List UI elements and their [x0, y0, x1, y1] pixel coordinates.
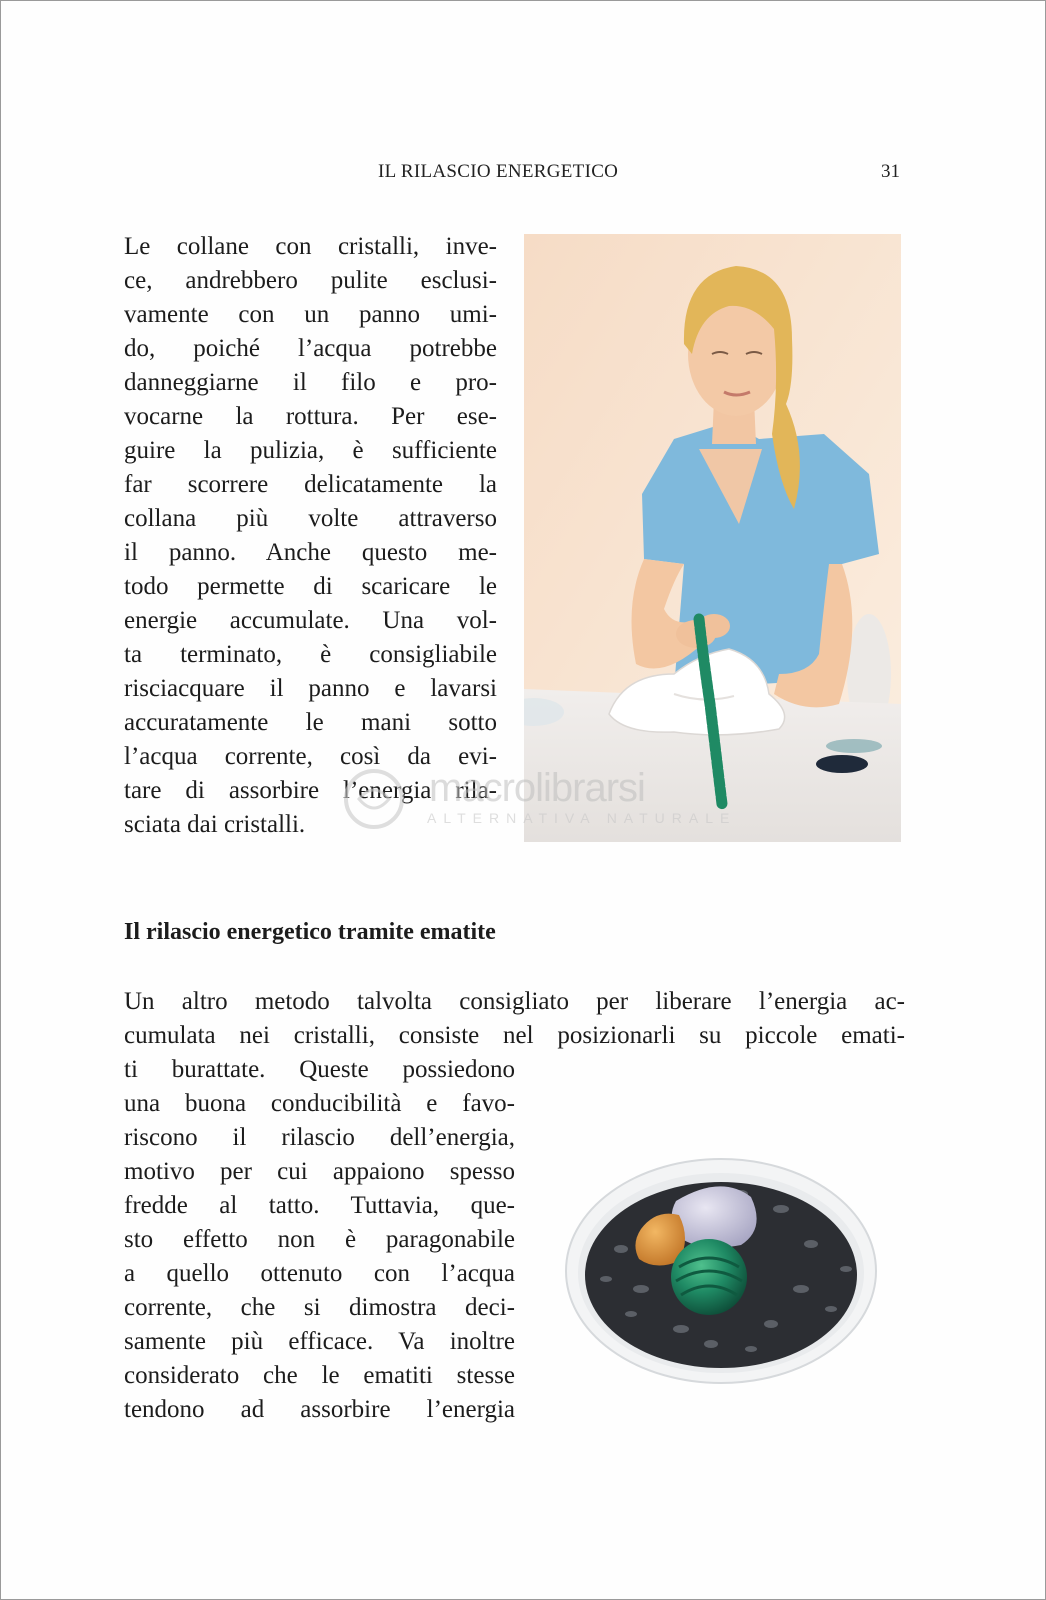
text-line: tendono ad assorbire l’energia — [124, 1396, 515, 1423]
text-line: energie accumulate. Una vol- — [124, 607, 497, 634]
text-line: tare di assorbire l’energia rila- — [124, 777, 497, 804]
text-line: todo permette di scaricare le — [124, 573, 497, 600]
paragraph-necklaces — [124, 230, 497, 842]
chapter-title: IL RILASCIO ENERGETICO — [378, 161, 619, 182]
text-line: vamente con un panno umi- — [124, 301, 497, 328]
text-line: una buona conducibilità e favo- — [124, 1090, 515, 1117]
running-head — [1, 161, 1046, 191]
section-heading: Il rilascio energetico tramite ematite — [124, 919, 496, 945]
watermark-brand: macrolibrarsi — [429, 766, 645, 810]
text-line: Un altro metodo talvolta consigliato per liberare l’energia ac- — [124, 988, 905, 1015]
text-line: fredde al tatto. Tuttavia, que- — [124, 1192, 515, 1219]
text-line: riscono il rilascio dell’energia, — [124, 1124, 515, 1151]
text-line: accuratamente le mani sotto — [124, 709, 497, 736]
text-line: samente più efficace. Va inoltre — [124, 1328, 515, 1355]
text-line: l’acqua corrente, così da evi- — [124, 743, 497, 770]
watermark-tagline: ALTERNATIVA NATURALE — [427, 810, 737, 826]
woman-necklace-photo — [524, 234, 901, 842]
text-line: a quello ottenuto con l’acqua — [124, 1260, 515, 1287]
text-line: guire la pulizia, è sufficiente — [124, 437, 497, 464]
paragraph-hematite-intro — [124, 985, 905, 1053]
text-line: cumulata nei cristalli, consiste nel posizionarli su piccole emati- — [124, 1022, 905, 1049]
text-line: risciacquare il panno e lavarsi — [124, 675, 497, 702]
paragraph-hematite-body — [124, 1053, 515, 1427]
text-line: sto effetto non è paragonabile — [124, 1226, 515, 1253]
text-line: il panno. Anche questo me- — [124, 539, 497, 566]
hematite-bowl-photo — [561, 1149, 896, 1399]
text-line: ti burattate. Queste possiedono — [124, 1056, 515, 1083]
text-line: vocarne la rottura. Per ese- — [124, 403, 497, 430]
text-line: far scorrere delicatamente la — [124, 471, 497, 498]
text-line: ta terminato, è consigliabile — [124, 641, 497, 668]
text-line: corrente, che si dimostra deci- — [124, 1294, 515, 1321]
text-line: Le collane con cristalli, inve- — [124, 233, 497, 260]
text-line: do, poiché l’acqua potrebbe — [124, 335, 497, 362]
text-line: ce, andrebbero pulite esclusi- — [124, 267, 497, 294]
text-line: considerato che le ematiti stesse — [124, 1362, 515, 1389]
text-line: danneggiarne il filo e pro- — [124, 369, 497, 396]
page-number: 31 — [881, 161, 900, 182]
text-line: motivo per cui appaiono spesso — [124, 1158, 515, 1185]
text-line: collana più volte attraverso — [124, 505, 497, 532]
text-line: sciata dai cristalli. — [124, 811, 306, 838]
